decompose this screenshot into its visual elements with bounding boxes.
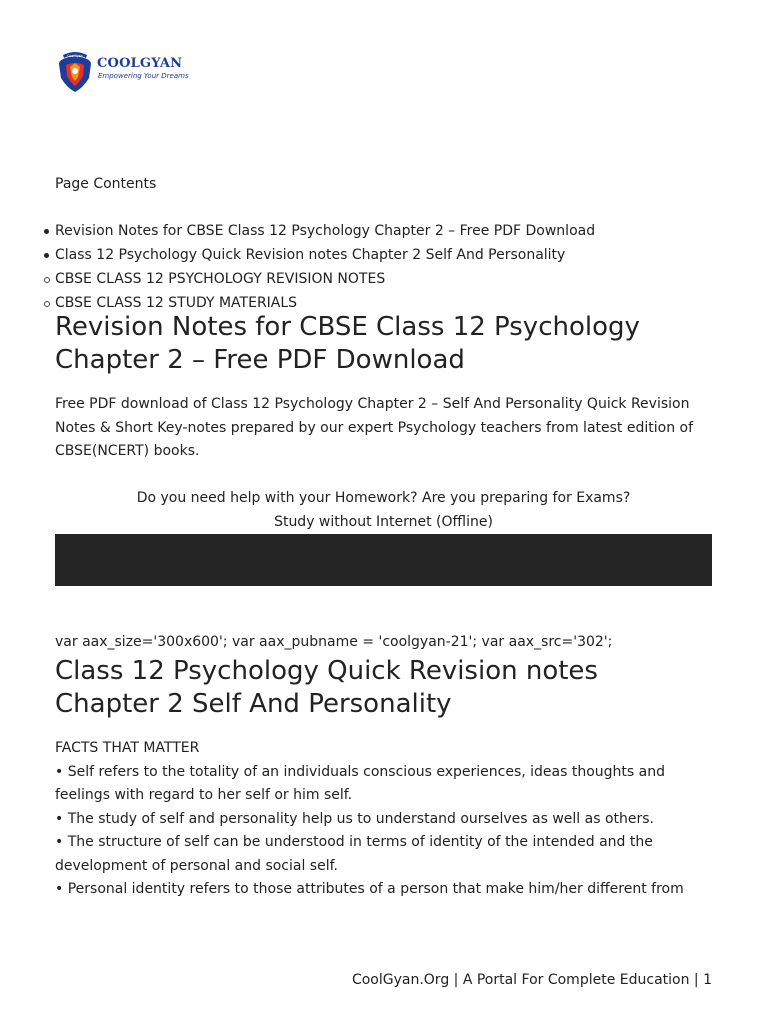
emblem-badge-text: CoolGyan <box>67 54 83 58</box>
intro-line: CBSE(NCERT) books. <box>55 443 200 459</box>
toc-item-revision-notes[interactable]: Revision Notes for CBSE Class 12 Psychology Chapter 2 – Free PDF Download <box>55 219 595 243</box>
brand-tagline: Empowering Your Dreams <box>98 72 189 80</box>
ad-script-text: var aax_size='300x600'; var aax_pubname = 'coolgyan-21'; var aax_src='302'; <box>55 634 613 650</box>
coolgyan-logo[interactable] <box>55 50 190 94</box>
fact-line: • The structure of self can be understood in terms of identity of the intended and the <box>55 834 653 850</box>
toc-item-quick-revision[interactable]: Class 12 Psychology Quick Revision notes Chapter 2 Self And Personality <box>55 243 595 267</box>
ad-banner[interactable] <box>55 534 712 586</box>
fact-line: development of personal and social self. <box>55 857 338 874</box>
fact-line: • The study of self and personality help us to understand ourselves as well as others. <box>55 810 654 827</box>
section-heading-quick-revision <box>55 655 715 721</box>
help-callout <box>55 486 712 534</box>
fact-line: • Personal identity refers to those attributes of a person that make him/her different from <box>55 881 684 897</box>
table-of-contents <box>55 219 595 315</box>
heading-line: Class 12 Psychology Quick Revision notes <box>55 656 598 686</box>
heading-line: Revision Notes for CBSE Class 12 Psychology <box>55 312 640 342</box>
toc-title: Page Contents <box>55 176 157 192</box>
section-heading-revision-notes <box>55 311 715 377</box>
help-question: Do you need help with your Homework? Are you preparing for Exams? <box>136 490 631 506</box>
intro-line: Notes & Short Key-notes prepared by our expert Psychology teachers from latest edition of <box>55 419 694 436</box>
fact-line: feelings with regard to her self or him self. <box>55 787 353 803</box>
intro-line: Free PDF download of Class 12 Psychology Chapter 2 – Self And Personality Quick Revision <box>55 396 690 412</box>
page-footer: CoolGyan.Org | A Portal For Complete Education | 1 <box>351 972 712 988</box>
heading-line: Chapter 2 – Free PDF Download <box>55 345 465 375</box>
heading-line: Chapter 2 Self And Personality <box>55 689 452 719</box>
toc-item-psychology-revision[interactable]: CBSE CLASS 12 PSYCHOLOGY REVISION NOTES <box>55 267 595 291</box>
facts-section <box>55 737 715 902</box>
brand-name: COOLGYAN <box>97 56 183 71</box>
help-offline: Study without Internet (Offline) <box>274 514 493 530</box>
fact-line: • Self refers to the totality of an individuals conscious experiences, ideas thoughts and <box>55 763 666 780</box>
facts-title: FACTS THAT MATTER <box>55 740 200 756</box>
toc-item-study-materials[interactable]: CBSE CLASS 12 STUDY MATERIALS <box>55 291 595 315</box>
coolgyan-emblem-icon <box>55 50 95 92</box>
intro-paragraph <box>55 393 715 464</box>
